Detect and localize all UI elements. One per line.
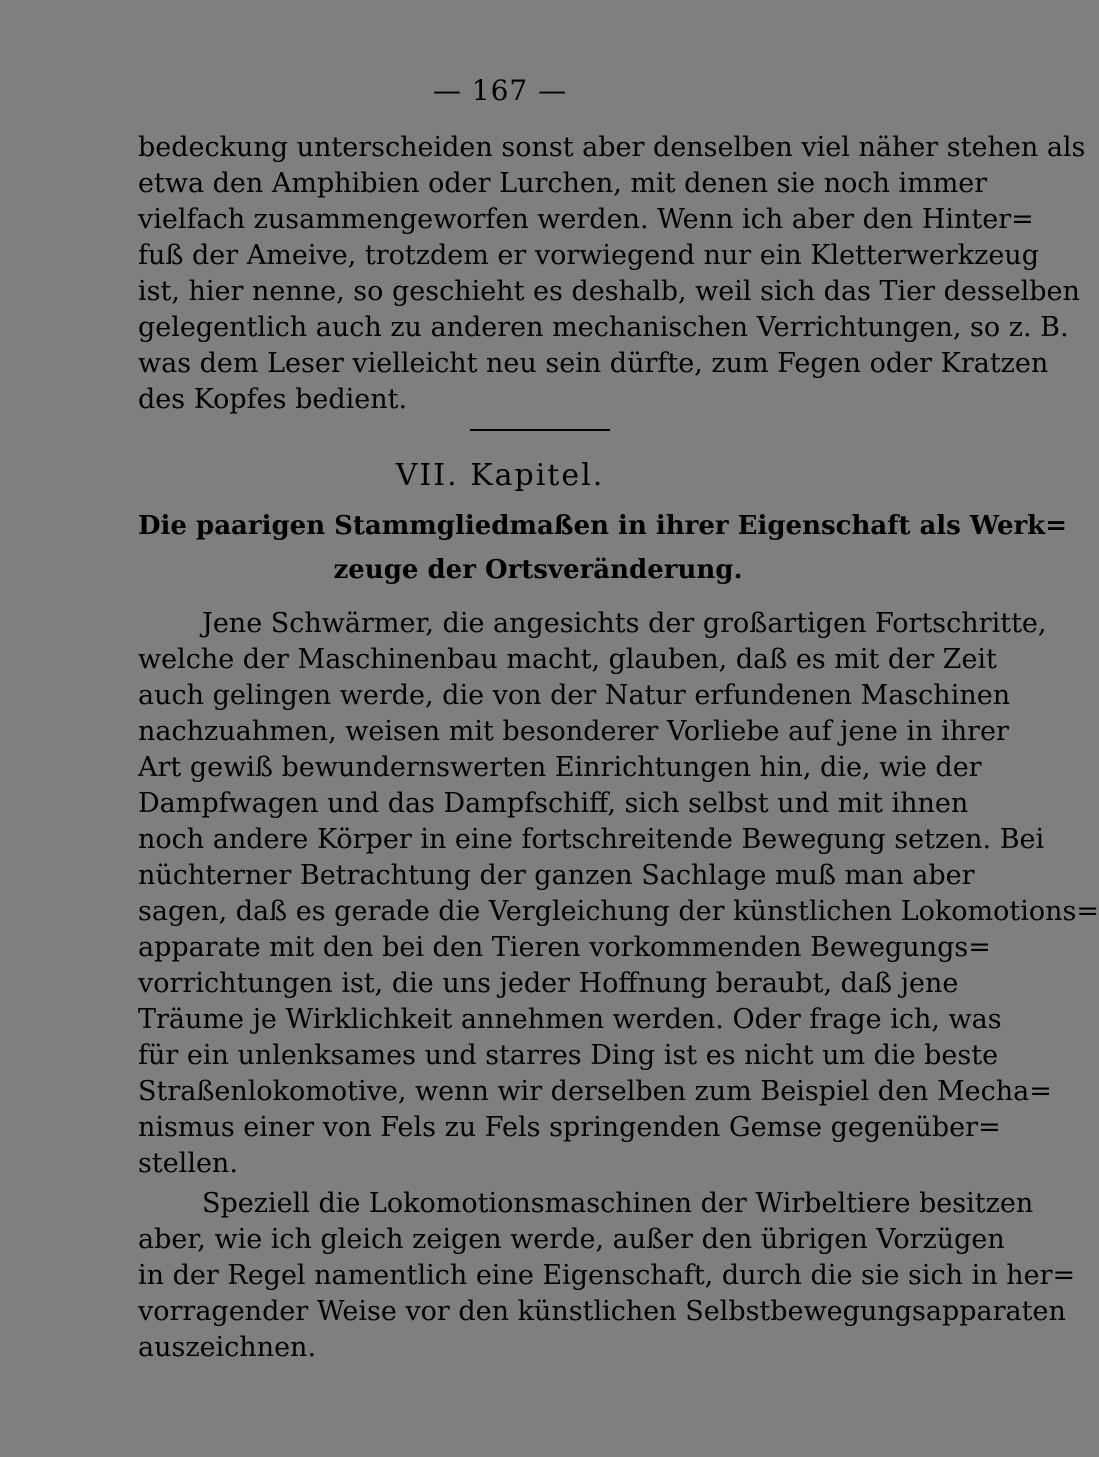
text-line: vielfach zusammengeworfen werden. Wenn ich aber den Hinter= [138,204,1034,235]
text-line: welche der Maschinenbau macht, glauben, daß es mit der Zeit [138,644,997,675]
text-line: Dampfwagen und das Dampfschiff, sich selbst und mit ihnen [138,788,969,819]
page-number: — 167 — [432,74,568,107]
chapter-subtitle-line: Die paarigen Stammgliedmaßen in ihrer Eigenschaft als Werk= [138,511,1067,541]
text-line: für ein unlenksames und starres Ding ist es nicht um die beste [138,1040,999,1071]
text-line: in der Regel namentlich eine Eigenschaft, durch die sie sich in her= [138,1260,1076,1291]
text-line: gelegentlich auch zu anderen mechanischen Verrichtungen, so z. B. [138,312,1069,343]
chapter-subtitle-line: zeuge der Ortsveränderung. [333,555,743,585]
text-line: vorrichtungen ist, die uns jeder Hoffnung beraubt, daß jene [138,968,959,999]
text-line: aber, wie ich gleich zeigen werde, außer den übrigen Vorzügen [138,1224,1005,1255]
text-line: Träume je Wirklichkeit annehmen werden. Oder frage ich, was [138,1004,1002,1035]
chapter-title: VII. Kapitel. [395,458,605,493]
text-line: sagen, daß es gerade die Vergleichung der künstlichen Lokomotions= [138,896,1099,927]
text-line: Straßenlokomotive, wenn wir derselben zum Beispiel den Mecha= [138,1076,1052,1107]
text-line: Speziell die Lokomotionsmaschinen der Wirbeltiere besitzen [202,1188,1034,1219]
text-line: stellen. [138,1148,238,1179]
text-line: ist, hier nenne, so geschieht es deshalb, weil sich das Tier desselben [138,276,1080,307]
text-line: fuß der Ameive, trotzdem er vorwiegend nur ein Kletterwerkzeug [138,240,1039,271]
text-line: etwa den Amphibien oder Lurchen, mit denen sie noch immer [138,168,988,199]
text-line: auch gelingen werde, die von der Natur erfundenen Maschinen [138,680,1011,711]
text-line: des Kopfes bedient. [138,384,408,415]
text-line: Jene Schwärmer, die angesichts der großartigen Fortschritte, [202,608,1047,639]
section-divider [470,429,610,431]
text-line: nüchterner Betrachtung der ganzen Sachlage muß man aber [138,860,975,891]
text-line: auszeichnen. [138,1332,317,1363]
text-line: nismus einer von Fels zu Fels springenden Gemse gegenüber= [138,1112,1001,1143]
text-line: apparate mit den bei den Tieren vorkommenden Bewegungs= [138,932,991,963]
text-line: vorragender Weise vor den künstlichen Selbstbewegungsapparaten [138,1296,1066,1327]
text-line: was dem Leser vielleicht neu sein dürfte, zum Fegen oder Kratzen [138,348,1049,379]
text-line: noch andere Körper in eine fortschreitende Bewegung setzen. Bei [138,824,1045,855]
text-line: bedeckung unterscheiden sonst aber denselben viel näher stehen als [138,132,1086,163]
text-line: Art gewiß bewundernswerten Einrichtungen hin, die, wie der [138,752,982,783]
text-line: nachzuahmen, weisen mit besonderer Vorliebe auf jene in ihrer [138,716,1009,747]
